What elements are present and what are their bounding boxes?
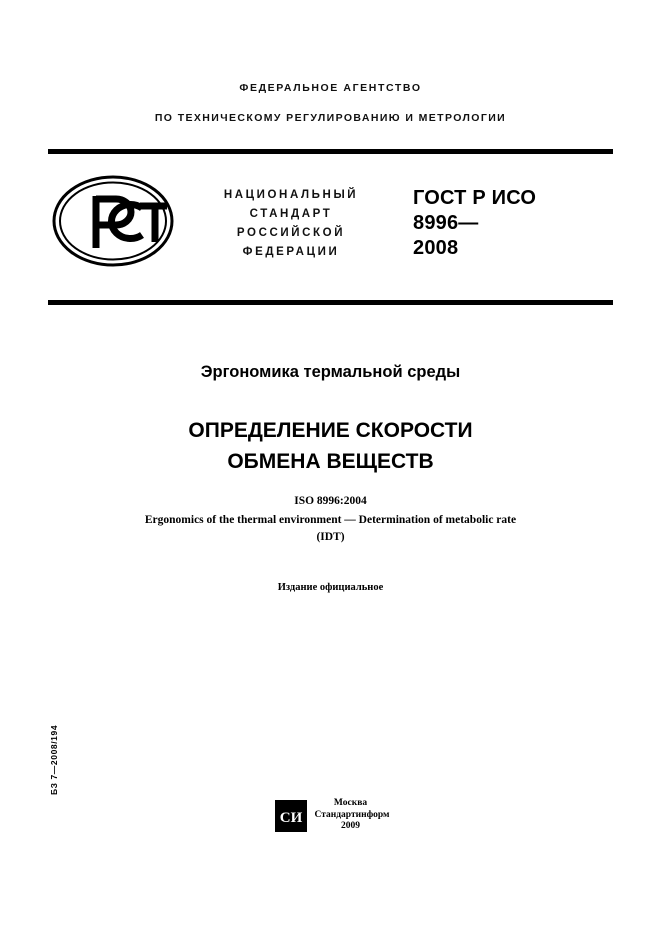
svg-text:СИ: СИ [279,810,302,826]
standard-kind-line-3: РОССИЙСКОЙ [236,227,346,239]
publisher-name: Стандартинформ [314,809,390,820]
official-edition-note: Издание официальное [277,582,384,593]
page-title [48,415,613,477]
agency-line-2: ПО ТЕХНИЧЕСКОМУ РЕГУЛИРОВАНИЮ И МЕТРОЛОГИИ [154,112,507,124]
agency-line-1: ФЕДЕРАЛЬНОЕ АГЕНТСТВО [239,82,422,94]
header-divider-bottom [48,300,613,305]
standard-kind-line-1: НАЦИОНАЛЬНЫЙ [223,189,359,201]
gost-r-emblem-icon [50,172,176,270]
side-registry-code-text: БЗ 7—2008/194 [49,724,59,795]
designation-line-1: ГОСТ Р ИСО [413,187,537,209]
standard-kind-line-2: СТАНДАРТ [249,208,333,220]
header-divider-top [48,149,613,154]
iso-title-text: Ergonomics of the thermal environment — Determination of metabolic rate [144,514,517,526]
standartinform-logo-icon [275,800,307,832]
publisher-block [48,798,613,833]
iso-title [48,512,613,546]
iso-reference: ISO 8996:2004 [294,495,367,507]
iso-idt-marker: (IDT) [316,531,345,543]
document-subtitle: Эргономика термальной среды [200,363,461,381]
standard-designation [413,186,618,261]
agency-header [48,82,613,124]
designation-line-2: 8996— [413,212,479,234]
page-title-line-1: ОПРЕДЕЛЕНИЕ СКОРОСТИ [188,419,473,442]
designation-line-3: 2008 [413,237,459,259]
side-registry-code [36,685,59,795]
publisher-year: 2009 [341,821,360,831]
page-title-line-2: ОБМЕНА ВЕЩЕСТВ [227,450,434,473]
standard-kind [186,186,396,262]
publisher-city: Москва [333,798,368,808]
standard-kind-line-4: ФЕДЕРАЦИИ [242,246,340,258]
